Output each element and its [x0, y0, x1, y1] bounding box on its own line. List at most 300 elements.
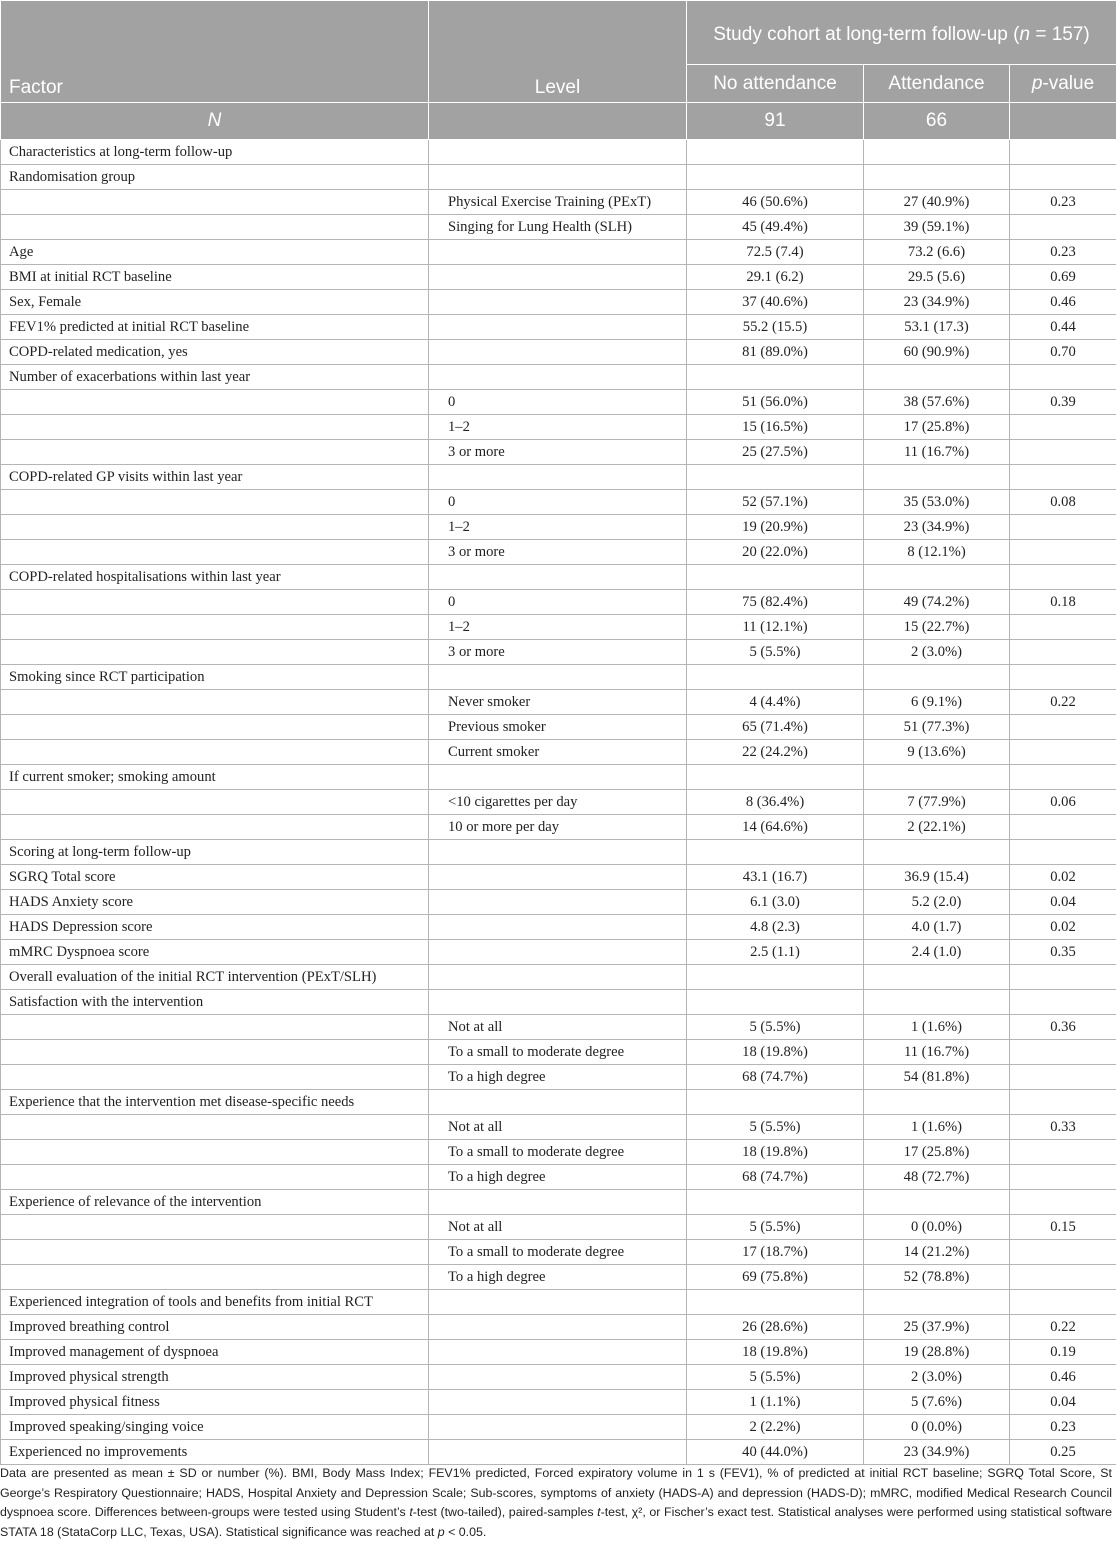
level-cell: To a small to moderate degree	[429, 1240, 687, 1265]
attendance-cell: 25 (37.9%)	[864, 1315, 1010, 1340]
no-attendance-cell: 18 (19.8%)	[687, 1040, 864, 1065]
table-row	[1, 365, 1116, 390]
factor-cell	[1, 490, 429, 515]
level-cell	[429, 765, 687, 790]
level-cell: 1–2	[429, 515, 687, 540]
factor-cell	[1, 515, 429, 540]
level-cell	[429, 315, 687, 340]
attendance-cell: 39 (59.1%)	[864, 215, 1010, 240]
factor-cell	[1, 190, 429, 215]
no-attendance-cell: 5 (5.5%)	[687, 640, 864, 665]
factor-cell: Overall evaluation of the initial RCT intervention (PExT/SLH)	[1, 965, 429, 990]
level-cell: 3 or more	[429, 440, 687, 465]
level-cell	[429, 1340, 687, 1365]
level-cell	[429, 1440, 687, 1465]
no-attendance-cell: 51 (56.0%)	[687, 390, 864, 415]
table-row	[1, 990, 1116, 1015]
attendance-cell: 1 (1.6%)	[864, 1115, 1010, 1140]
attendance-cell: 1 (1.6%)	[864, 1015, 1010, 1040]
factor-cell	[1, 1015, 429, 1040]
level-cell	[429, 1090, 687, 1115]
p-value-cell	[1010, 165, 1116, 190]
table-row	[1, 840, 1116, 865]
factor-cell: HADS Depression score	[1, 915, 429, 940]
p-value-cell	[1010, 1290, 1116, 1315]
factor-cell: Improved physical strength	[1, 1365, 429, 1390]
level-cell	[429, 965, 687, 990]
no-attendance-cell: 22 (24.2%)	[687, 740, 864, 765]
p-value-cell: 0.70	[1010, 340, 1116, 365]
level-cell: 0	[429, 390, 687, 415]
table-row	[1, 240, 1116, 265]
table-row	[1, 490, 1116, 515]
level-cell	[429, 1190, 687, 1215]
factor-cell: Characteristics at long-term follow-up	[1, 140, 429, 165]
factor-cell: Age	[1, 240, 429, 265]
p-value-cell	[1010, 840, 1116, 865]
factor-cell	[1, 1240, 429, 1265]
no-attendance-cell	[687, 765, 864, 790]
no-attendance-cell	[687, 1190, 864, 1215]
table-row	[1, 1065, 1116, 1090]
p-value-cell	[1010, 1090, 1116, 1115]
attendance-cell: 9 (13.6%)	[864, 740, 1010, 765]
attendance-cell: 48 (72.7%)	[864, 1165, 1010, 1190]
factor-cell: Sex, Female	[1, 290, 429, 315]
no-attendance-cell	[687, 840, 864, 865]
no-attendance-cell: 18 (19.8%)	[687, 1140, 864, 1165]
factor-cell	[1, 415, 429, 440]
level-cell: 1–2	[429, 415, 687, 440]
attendance-cell: 17 (25.8%)	[864, 1140, 1010, 1165]
no-attendance-cell	[687, 565, 864, 590]
level-cell: Not at all	[429, 1215, 687, 1240]
p-value-cell: 0.46	[1010, 1365, 1116, 1390]
no-attendance-cell: 1 (1.1%)	[687, 1390, 864, 1415]
p-value-cell	[1010, 640, 1116, 665]
header-n-no-attendance: 91	[687, 103, 864, 140]
no-attendance-cell: 14 (64.6%)	[687, 815, 864, 840]
header-cohort: Study cohort at long-term follow-up (n = 157)	[687, 1, 1116, 65]
p-value-cell	[1010, 815, 1116, 840]
header-p-value: p-value	[1010, 65, 1116, 103]
no-attendance-cell: 43.1 (16.7)	[687, 865, 864, 890]
factor-cell	[1, 1165, 429, 1190]
p-value-cell: 0.25	[1010, 1440, 1116, 1465]
attendance-cell: 0 (0.0%)	[864, 1415, 1010, 1440]
attendance-cell: 0 (0.0%)	[864, 1215, 1010, 1240]
level-cell	[429, 940, 687, 965]
p-value-cell	[1010, 740, 1116, 765]
level-cell: 0	[429, 490, 687, 515]
table-row	[1, 340, 1116, 365]
table-row	[1, 390, 1116, 415]
header-n-attendance: 66	[864, 103, 1010, 140]
p-value-cell: 0.02	[1010, 915, 1116, 940]
no-attendance-cell	[687, 1090, 864, 1115]
table-row	[1, 1240, 1116, 1265]
level-cell: To a high degree	[429, 1165, 687, 1190]
no-attendance-cell: 5 (5.5%)	[687, 1115, 864, 1140]
p-value-cell	[1010, 515, 1116, 540]
factor-cell	[1, 740, 429, 765]
table-row	[1, 1390, 1116, 1415]
no-attendance-cell: 45 (49.4%)	[687, 215, 864, 240]
table-row	[1, 915, 1116, 940]
no-attendance-cell: 5 (5.5%)	[687, 1215, 864, 1240]
level-cell: Singing for Lung Health (SLH)	[429, 215, 687, 240]
p-value-cell	[1010, 1165, 1116, 1190]
table-row	[1, 1290, 1116, 1315]
attendance-cell: 5.2 (2.0)	[864, 890, 1010, 915]
attendance-cell: 73.2 (6.6)	[864, 240, 1010, 265]
attendance-cell: 54 (81.8%)	[864, 1065, 1010, 1090]
attendance-cell: 11 (16.7%)	[864, 1040, 1010, 1065]
level-cell: 10 or more per day	[429, 815, 687, 840]
factor-cell	[1, 1040, 429, 1065]
p-value-cell	[1010, 1265, 1116, 1290]
p-value-cell	[1010, 1190, 1116, 1215]
table-row	[1, 965, 1116, 990]
p-value-cell	[1010, 540, 1116, 565]
table-header	[1, 1, 1116, 140]
factor-cell: Experience that the intervention met disease-specific needs	[1, 1090, 429, 1115]
factor-cell: Experienced no improvements	[1, 1440, 429, 1465]
p-value-cell	[1010, 365, 1116, 390]
table-row	[1, 615, 1116, 640]
header-n-p	[1010, 103, 1116, 140]
no-attendance-cell	[687, 165, 864, 190]
factor-cell	[1, 390, 429, 415]
factor-cell	[1, 215, 429, 240]
attendance-cell: 2 (22.1%)	[864, 815, 1010, 840]
factor-cell: BMI at initial RCT baseline	[1, 265, 429, 290]
no-attendance-cell: 5 (5.5%)	[687, 1015, 864, 1040]
factor-cell	[1, 1065, 429, 1090]
table-body	[1, 140, 1116, 1465]
attendance-cell: 6 (9.1%)	[864, 690, 1010, 715]
factor-cell: COPD-related hospitalisations within last year	[1, 565, 429, 590]
factor-cell: Improved management of dyspnoea	[1, 1340, 429, 1365]
table-row	[1, 590, 1116, 615]
table-row	[1, 1015, 1116, 1040]
level-cell: To a small to moderate degree	[429, 1040, 687, 1065]
level-cell	[429, 1315, 687, 1340]
p-value-cell	[1010, 990, 1116, 1015]
p-value-cell: 0.36	[1010, 1015, 1116, 1040]
level-cell	[429, 1365, 687, 1390]
table-row	[1, 465, 1116, 490]
p-value-cell	[1010, 1140, 1116, 1165]
footnote-text: Data are presented as mean ± SD or number (%). BMI, Body Mass Index; FEV1% predicted, Forced expiratory volume in 1 s (FEV1), % of predicted at initial RCT baseline; SGRQ Total Score, St George’s Respiratory Questionnaire; HADS, Hospital Anxiety and Depression Scale; Sub-scores, symptoms of anxiety (HADS-A) and depression (HADS-D); mMRC, modified Medical Research Council dyspnoea score. Differences between-groups were tested using Student’s t-test (two-tailed), paired-samples t-test, χ², or Fischer’s exact test. Statistical analyses were performed using statistical software STATA 18 (StataCorp LLC, Texas, USA). Statistical significance was reached at p < 0.05.	[0, 1466, 1112, 1539]
p-value-cell	[1010, 140, 1116, 165]
no-attendance-cell: 8 (36.4%)	[687, 790, 864, 815]
p-value-cell	[1010, 440, 1116, 465]
table-row	[1, 1165, 1116, 1190]
factor-cell: Improved speaking/singing voice	[1, 1415, 429, 1440]
no-attendance-cell: 65 (71.4%)	[687, 715, 864, 740]
attendance-cell: 23 (34.9%)	[864, 515, 1010, 540]
no-attendance-cell: 29.1 (6.2)	[687, 265, 864, 290]
table-row	[1, 740, 1116, 765]
table-footnote	[0, 1464, 1112, 1542]
p-value-cell	[1010, 715, 1116, 740]
p-value-cell: 0.46	[1010, 290, 1116, 315]
table-row	[1, 940, 1116, 965]
factor-cell	[1, 815, 429, 840]
attendance-cell: 49 (74.2%)	[864, 590, 1010, 615]
no-attendance-cell: 68 (74.7%)	[687, 1165, 864, 1190]
table-row	[1, 1265, 1116, 1290]
p-value-cell: 0.22	[1010, 1315, 1116, 1340]
table-row	[1, 215, 1116, 240]
no-attendance-cell	[687, 990, 864, 1015]
level-cell	[429, 665, 687, 690]
table-row	[1, 815, 1116, 840]
level-cell: 3 or more	[429, 640, 687, 665]
p-value-cell: 0.19	[1010, 1340, 1116, 1365]
table-row	[1, 290, 1116, 315]
factor-cell	[1, 790, 429, 815]
header-attendance: Attendance	[864, 65, 1010, 103]
factor-cell	[1, 640, 429, 665]
table-row	[1, 1415, 1116, 1440]
p-value-cell	[1010, 215, 1116, 240]
level-cell	[429, 915, 687, 940]
p-value-cell: 0.23	[1010, 190, 1116, 215]
p-value-cell	[1010, 965, 1116, 990]
attendance-cell: 36.9 (15.4)	[864, 865, 1010, 890]
level-cell: To a small to moderate degree	[429, 1140, 687, 1165]
level-cell	[429, 140, 687, 165]
p-value-cell: 0.18	[1010, 590, 1116, 615]
no-attendance-cell: 52 (57.1%)	[687, 490, 864, 515]
no-attendance-cell: 55.2 (15.5)	[687, 315, 864, 340]
p-value-cell: 0.02	[1010, 865, 1116, 890]
no-attendance-cell: 75 (82.4%)	[687, 590, 864, 615]
level-cell	[429, 990, 687, 1015]
factor-cell: Scoring at long-term follow-up	[1, 840, 429, 865]
attendance-cell: 15 (22.7%)	[864, 615, 1010, 640]
attendance-cell: 19 (28.8%)	[864, 1340, 1010, 1365]
attendance-cell	[864, 1090, 1010, 1115]
factor-cell: HADS Anxiety score	[1, 890, 429, 915]
table-row	[1, 715, 1116, 740]
header-factor: Factor	[1, 1, 429, 103]
p-value-cell	[1010, 565, 1116, 590]
factor-cell: Smoking since RCT participation	[1, 665, 429, 690]
level-cell	[429, 890, 687, 915]
attendance-cell: 17 (25.8%)	[864, 415, 1010, 440]
attendance-cell: 23 (34.9%)	[864, 290, 1010, 315]
p-value-cell: 0.39	[1010, 390, 1116, 415]
level-cell	[429, 565, 687, 590]
table-row	[1, 565, 1116, 590]
header-level: Level	[429, 1, 687, 103]
level-cell: Not at all	[429, 1015, 687, 1040]
attendance-cell	[864, 840, 1010, 865]
level-cell	[429, 465, 687, 490]
level-cell: 0	[429, 590, 687, 615]
attendance-cell	[864, 165, 1010, 190]
no-attendance-cell: 4.8 (2.3)	[687, 915, 864, 940]
factor-cell: COPD-related medication, yes	[1, 340, 429, 365]
level-cell: Not at all	[429, 1115, 687, 1140]
no-attendance-cell: 69 (75.8%)	[687, 1265, 864, 1290]
factor-cell: Experience of relevance of the intervention	[1, 1190, 429, 1215]
table-row	[1, 865, 1116, 890]
no-attendance-cell: 18 (19.8%)	[687, 1340, 864, 1365]
factor-cell: Number of exacerbations within last year	[1, 365, 429, 390]
factor-cell: COPD-related GP visits within last year	[1, 465, 429, 490]
factor-cell	[1, 1140, 429, 1165]
table-row	[1, 265, 1116, 290]
attendance-cell: 5 (7.6%)	[864, 1390, 1010, 1415]
factor-cell: Improved physical fitness	[1, 1390, 429, 1415]
no-attendance-cell	[687, 1290, 864, 1315]
attendance-cell: 53.1 (17.3)	[864, 315, 1010, 340]
p-value-cell: 0.04	[1010, 890, 1116, 915]
no-attendance-cell: 25 (27.5%)	[687, 440, 864, 465]
table-row	[1, 1215, 1116, 1240]
attendance-cell: 51 (77.3%)	[864, 715, 1010, 740]
level-cell	[429, 365, 687, 390]
table-row	[1, 190, 1116, 215]
p-value-cell: 0.15	[1010, 1215, 1116, 1240]
level-cell: <10 cigarettes per day	[429, 790, 687, 815]
p-value-cell: 0.04	[1010, 1390, 1116, 1415]
attendance-cell	[864, 765, 1010, 790]
p-value-cell	[1010, 465, 1116, 490]
factor-cell	[1, 1115, 429, 1140]
attendance-cell: 27 (40.9%)	[864, 190, 1010, 215]
table-row	[1, 640, 1116, 665]
no-attendance-cell	[687, 465, 864, 490]
no-attendance-cell: 26 (28.6%)	[687, 1315, 864, 1340]
table-row	[1, 1090, 1116, 1115]
attendance-cell: 52 (78.8%)	[864, 1265, 1010, 1290]
attendance-cell	[864, 365, 1010, 390]
p-value-cell	[1010, 665, 1116, 690]
level-cell: Physical Exercise Training (PExT)	[429, 190, 687, 215]
level-cell	[429, 165, 687, 190]
factor-cell	[1, 715, 429, 740]
attendance-cell: 7 (77.9%)	[864, 790, 1010, 815]
no-attendance-cell: 20 (22.0%)	[687, 540, 864, 565]
level-cell	[429, 865, 687, 890]
attendance-cell	[864, 1190, 1010, 1215]
no-attendance-cell: 17 (18.7%)	[687, 1240, 864, 1265]
attendance-cell	[864, 140, 1010, 165]
level-cell	[429, 1390, 687, 1415]
table-row	[1, 515, 1116, 540]
table-row	[1, 1340, 1116, 1365]
factor-cell: mMRC Dyspnoea score	[1, 940, 429, 965]
level-cell: To a high degree	[429, 1065, 687, 1090]
attendance-cell: 2 (3.0%)	[864, 640, 1010, 665]
no-attendance-cell: 5 (5.5%)	[687, 1365, 864, 1390]
attendance-cell: 8 (12.1%)	[864, 540, 1010, 565]
table-row	[1, 1140, 1116, 1165]
factor-cell	[1, 1215, 429, 1240]
table-row	[1, 315, 1116, 340]
factor-cell	[1, 615, 429, 640]
no-attendance-cell	[687, 140, 864, 165]
level-cell: 3 or more	[429, 540, 687, 565]
p-value-cell: 0.33	[1010, 1115, 1116, 1140]
attendance-cell: 60 (90.9%)	[864, 340, 1010, 365]
p-value-cell: 0.06	[1010, 790, 1116, 815]
table-row	[1, 765, 1116, 790]
p-value-cell: 0.23	[1010, 240, 1116, 265]
table-row	[1, 1440, 1116, 1465]
attendance-cell: 2 (3.0%)	[864, 1365, 1010, 1390]
factor-cell: FEV1% predicted at initial RCT baseline	[1, 315, 429, 340]
attendance-cell: 35 (53.0%)	[864, 490, 1010, 515]
p-value-cell: 0.08	[1010, 490, 1116, 515]
level-cell: Previous smoker	[429, 715, 687, 740]
no-attendance-cell	[687, 365, 864, 390]
table-row	[1, 140, 1116, 165]
level-cell: Current smoker	[429, 740, 687, 765]
attendance-cell	[864, 965, 1010, 990]
table-row	[1, 1315, 1116, 1340]
table-row	[1, 1365, 1116, 1390]
table-row	[1, 665, 1116, 690]
p-value-cell: 0.35	[1010, 940, 1116, 965]
p-value-cell: 0.69	[1010, 265, 1116, 290]
p-value-cell	[1010, 1065, 1116, 1090]
level-cell	[429, 1290, 687, 1315]
factor-cell	[1, 1265, 429, 1290]
level-cell	[429, 240, 687, 265]
no-attendance-cell: 2.5 (1.1)	[687, 940, 864, 965]
no-attendance-cell: 46 (50.6%)	[687, 190, 864, 215]
no-attendance-cell: 4 (4.4%)	[687, 690, 864, 715]
level-cell	[429, 340, 687, 365]
table-row	[1, 890, 1116, 915]
level-cell: 1–2	[429, 615, 687, 640]
no-attendance-cell: 68 (74.7%)	[687, 1065, 864, 1090]
attendance-cell	[864, 1290, 1010, 1315]
p-value-cell	[1010, 1040, 1116, 1065]
table-row	[1, 690, 1116, 715]
factor-cell	[1, 540, 429, 565]
no-attendance-cell: 2 (2.2%)	[687, 1415, 864, 1440]
table-row	[1, 165, 1116, 190]
no-attendance-cell: 6.1 (3.0)	[687, 890, 864, 915]
header-n-level	[429, 103, 687, 140]
level-cell: To a high degree	[429, 1265, 687, 1290]
attendance-cell	[864, 565, 1010, 590]
attendance-cell: 4.0 (1.7)	[864, 915, 1010, 940]
table-row	[1, 540, 1116, 565]
attendance-cell	[864, 990, 1010, 1015]
attendance-cell	[864, 465, 1010, 490]
p-value-cell: 0.44	[1010, 315, 1116, 340]
attendance-cell: 23 (34.9%)	[864, 1440, 1010, 1465]
attendance-cell: 38 (57.6%)	[864, 390, 1010, 415]
p-value-cell	[1010, 615, 1116, 640]
factor-cell: Improved breathing control	[1, 1315, 429, 1340]
table-row	[1, 1190, 1116, 1215]
no-attendance-cell: 37 (40.6%)	[687, 290, 864, 315]
p-value-cell	[1010, 415, 1116, 440]
p-value-cell: 0.23	[1010, 1415, 1116, 1440]
level-cell	[429, 840, 687, 865]
no-attendance-cell: 72.5 (7.4)	[687, 240, 864, 265]
factor-cell	[1, 440, 429, 465]
